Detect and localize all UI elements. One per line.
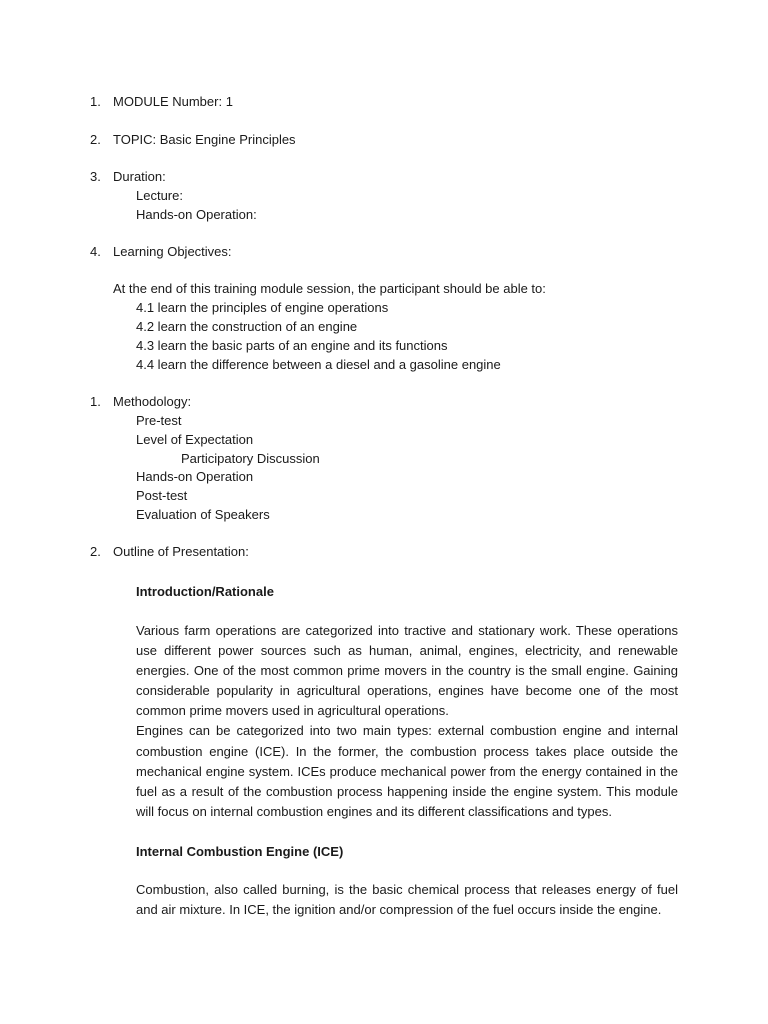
paragraph: Combustion, also called burning, is the basic chemical process that releases energy of fuel and air mixture. In ICE, the ignition and/or compression of the fuel occurs inside the engine. (136, 882, 678, 918)
introduction-text (136, 621, 678, 822)
list-number: 1. (90, 94, 101, 109)
topic: TOPIC: Basic Engine Principles (113, 132, 296, 147)
list-number: 4. (90, 244, 101, 259)
methodology-label: Methodology: (113, 394, 192, 409)
paragraph: Various farm operations are categorized into tractive and stationary work. These operations use different power sources such as human, animal, engines, electricity, and renewable energies. One of the most common prime movers in the country is the small engine. Gaining considerable popularity in agricultural operations, engines have become one of the most common prime movers used in agricultural operations. (136, 623, 678, 719)
methodology-item: Post-test (136, 488, 188, 503)
methodology-item: Participatory Discussion (181, 451, 320, 466)
duration-label: Duration: (113, 169, 166, 184)
list-number: 1. (90, 394, 101, 409)
methodology-item: Level of Expectation (136, 432, 254, 447)
objectives-label: Learning Objectives: (113, 244, 232, 259)
paragraph: Engines can be categorized into two main types: external combustion engine and internal combustion engine (ICE). In the former, the combustion process takes place outside the mechanical engine system. ICEs produce mechanical power from the energy contained in the fuel as a result of the combustion process happening inside the engine system. This module will focus on internal combustion engines and its different classifications and types. (136, 723, 678, 819)
section-heading-ice: Internal Combustion Engine (ICE) (136, 844, 344, 859)
objectives-intro: At the end of this training module session, the participant should be able to: (113, 281, 546, 296)
objective-item: 4.1 learn the principles of engine operations (136, 300, 389, 315)
hands-on-label: Hands-on Operation: (136, 207, 257, 222)
list-number: 2. (90, 132, 101, 147)
ice-text (136, 880, 678, 920)
list-number: 2. (90, 544, 101, 559)
module-number: MODULE Number: 1 (113, 94, 233, 109)
objective-item: 4.2 learn the construction of an engine (136, 319, 358, 334)
objective-item: 4.4 learn the difference between a diesel and a gasoline engine (136, 357, 501, 372)
section-heading-introduction: Introduction/Rationale (136, 584, 274, 599)
lecture-label: Lecture: (136, 188, 183, 203)
methodology-item: Hands-on Operation (136, 469, 254, 484)
list-number: 3. (90, 169, 101, 184)
methodology-item: Pre-test (136, 413, 182, 428)
objective-item: 4.3 learn the basic parts of an engine and its functions (136, 338, 448, 353)
methodology-item: Evaluation of Speakers (136, 507, 270, 522)
outline-label: Outline of Presentation: (113, 544, 249, 559)
